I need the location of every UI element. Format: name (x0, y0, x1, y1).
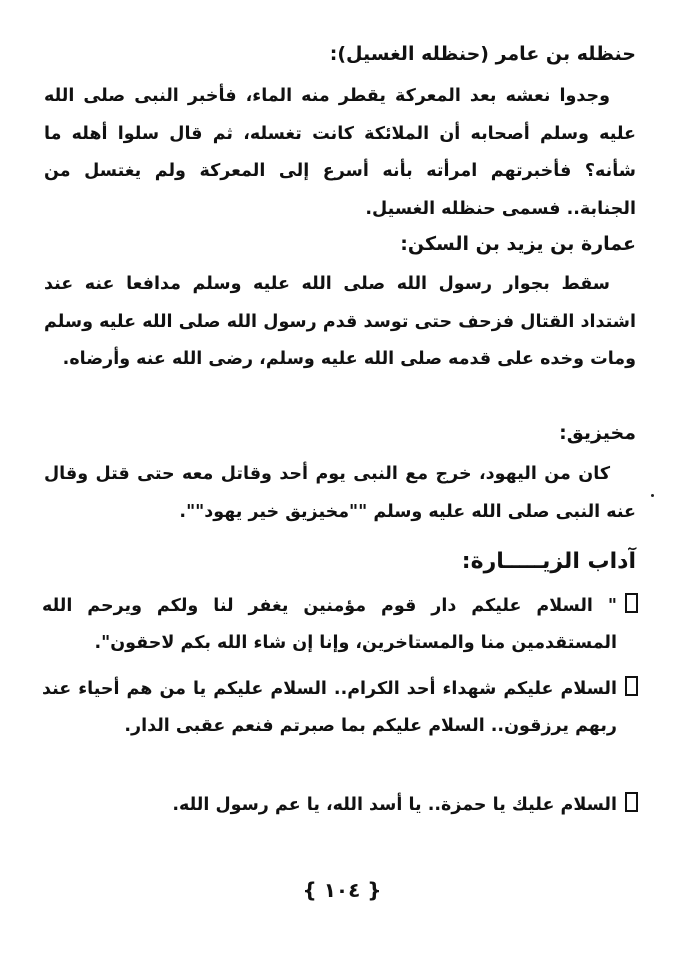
adab-item-text: السلام عليكم شهداء أحد الكرام.. السلام عليكم يا من هم أحياء عند ربهم يرزقون.. السلام عليكم بما صبرتم فنعم عقبى الدار. (42, 679, 617, 736)
adab-item-text: السلام عليك يا حمزة.. يا أسد الله، يا عم رسول الله. (172, 795, 617, 815)
section-heading-umara: عمارة بن يزيد بن السكن: (400, 233, 636, 255)
scan-speck (651, 494, 654, 497)
adab-item (42, 671, 638, 745)
section-body-mukhayriq: كان من اليهود، خرج مع النبى يوم أحد وقاتل معه حتى قتل وقال عنه النبى صلى الله عليه وسلم ""مخيزيق خير يهود"". (44, 464, 636, 522)
page-number: { ١٠٤ } (302, 878, 382, 902)
checkbox-square-icon (625, 676, 638, 696)
section-body-hanzala: وجدوا نعشه بعد المعركة يقطر منه الماء، فأخبر النبى صلى الله عليه وسلم أصحابه أن الملائكة كانت تغسله، ثم قال سلوا أهله ما شأنه؟ فأخبرتهم امرأته بأنه أسرع إلى المعركة ولم يغتسل من الجنابة.. فسمى حنظله الغسيل. (44, 86, 636, 219)
adab-item-text: " السلام عليكم دار قوم مؤمنين يغفر لنا ولكم ويرحم الله المستقدمين منا والمستاخرين، وإنا إن شاء الله بكم لاحقون". (42, 596, 617, 653)
section-heading-mukhayriq: مخيزيق: (559, 422, 636, 444)
adab-item (42, 787, 638, 824)
section-heading-hanzala: حنظله بن عامر (حنظله الغسيل): (329, 43, 636, 65)
section-body-umara: سقط بجوار رسول الله صلى الله عليه وسلم مدافعا عنه عند اشتداد القتال فزحف حتى توسد قدم رسول الله صلى الله عليه وسلم ومات وخده على قدمه صلى الله عليه وسلم، رضى الله عنه وأرضاه. (44, 274, 636, 369)
checkbox-square-icon (625, 593, 638, 613)
adab-heading: آداب الزيـــــارة: (461, 549, 636, 574)
checkbox-square-icon (625, 792, 638, 812)
adab-item (42, 588, 638, 662)
